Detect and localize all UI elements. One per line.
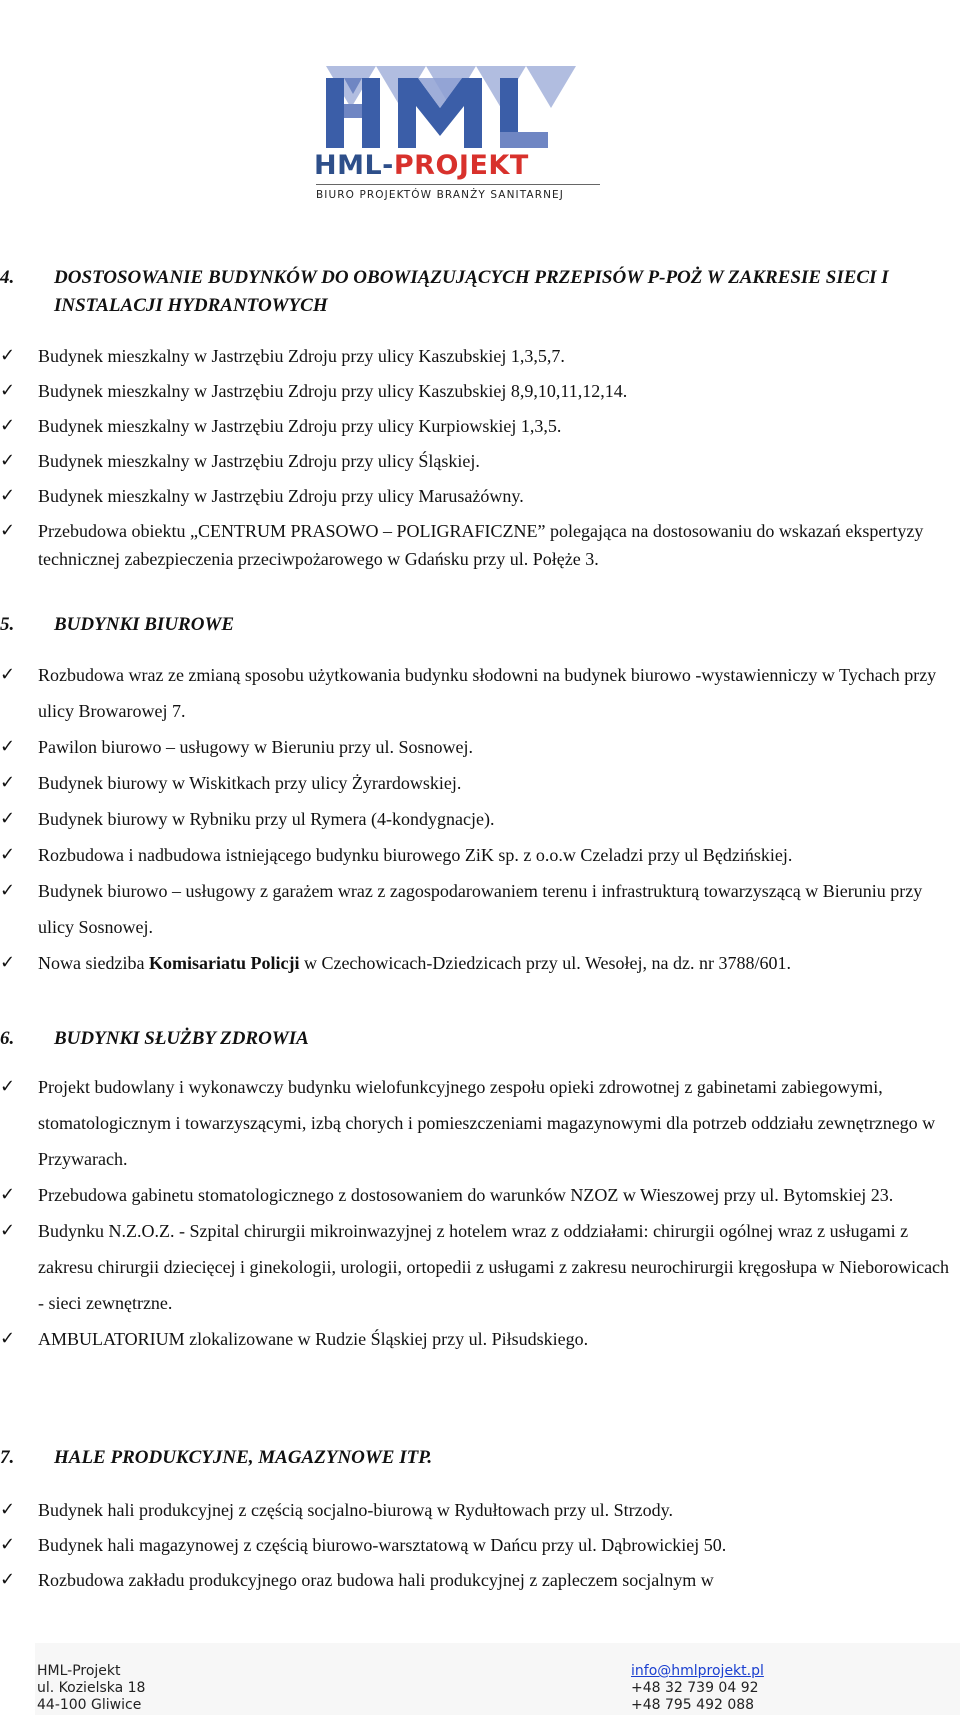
section-office-buildings [0, 611, 960, 981]
list-item [0, 482, 956, 510]
list-item-text: Budynek mieszkalny w Jastrzębiu Zdroju przy ulicy Kaszubskiej 8,9,10,11,12,14. [38, 381, 628, 401]
list-item-text: Budynek mieszkalny w Jastrzębiu Zdroju przy ulicy Marusażówny. [38, 486, 524, 506]
logo-wordmark [314, 150, 604, 181]
section-fire-protection [0, 264, 960, 580]
project-list [0, 1496, 960, 1594]
section-heading [0, 1444, 960, 1472]
list-item-text-before: Nowa siedziba [38, 953, 149, 973]
list-item-text-after: w Czechowicach-Dziedzicach przy ul. Wesołej, na dz. nr 3788/601. [299, 953, 791, 973]
list-item [0, 873, 956, 945]
footer-company-name: HML-Projekt [37, 1663, 121, 1679]
footer-email-link[interactable]: info@hmlprojekt.pl [631, 1663, 764, 1679]
list-item [0, 945, 956, 981]
checkmark-icon: ✓ [0, 380, 16, 401]
list-item [0, 342, 956, 370]
checkmark-icon: ✓ [0, 1184, 16, 1205]
list-item-text: Budynek hali produkcyjnej z częścią socjalno-biurową w Rydułtowach przy ul. Strzody. [38, 1500, 673, 1520]
section-number: 5. [0, 614, 15, 635]
list-item [0, 1531, 956, 1559]
list-item [0, 837, 956, 873]
list-item-text: AMBULATORIUM zlokalizowane w Rudzie Śląskiej przy ul. Piłsudskiego. [38, 1329, 589, 1349]
list-item [0, 517, 956, 573]
section-number: 4. [0, 267, 15, 288]
footer-phone-1: +48 32 739 04 92 [631, 1680, 759, 1696]
company-logo [314, 58, 604, 208]
list-item [0, 1566, 956, 1594]
footer-address [37, 1663, 145, 1714]
footer-contact [631, 1663, 764, 1714]
logo-wordmark-projekt: PROJEKT [393, 150, 529, 181]
list-item-text: Budynek mieszkalny w Jastrzębiu Zdroju przy ulicy Śląskiej. [38, 451, 480, 471]
project-list [0, 657, 960, 981]
section-number: 7. [0, 1447, 15, 1468]
list-item [0, 765, 956, 801]
list-item-text: Projekt budowlany i wykonawczy budynku wielofunkcyjnego zespołu opieki zdrowotnej z gabinetami zabiegowymi, stomatologicznym i towarzyszącymi, izbą chorych i pomieszczeniami magazynowymi dla potrzeb oddziału zewnętrznego w Przywarach. [38, 1077, 936, 1169]
list-item [0, 801, 956, 837]
logo-wordmark-hml: HML- [314, 150, 394, 181]
checkmark-icon: ✓ [0, 345, 16, 366]
list-item [0, 729, 956, 765]
list-item [0, 412, 956, 440]
list-item-text: Rozbudowa i nadbudowa istniejącego budynku biurowego ZiK sp. z o.o.w Czeladzi przy ul Będzińskiej. [38, 845, 793, 865]
list-item-text: Rozbudowa zakładu produkcyjnego oraz budowa hali produkcyjnej z zapleczem socjalnym w [38, 1570, 714, 1590]
footer-city: 44-100 Gliwice [37, 1697, 142, 1713]
footer-street: ul. Kozielska 18 [37, 1680, 146, 1696]
checkmark-icon: ✓ [0, 485, 16, 506]
checkmark-icon: ✓ [0, 415, 16, 436]
logo-divider [316, 184, 600, 185]
page-footer [35, 1643, 960, 1715]
project-list [0, 1069, 960, 1357]
list-item [0, 377, 956, 405]
section-heading [0, 264, 960, 320]
list-item [0, 1177, 956, 1213]
project-list [0, 342, 960, 573]
section-title: DOSTOSOWANIE BUDYNKÓW DO OBOWIĄZUJĄCYCH PRZEPISÓW P-POŻ W ZAKRESIE SIECI I INSTALACJI HYDRANTOWYCH [54, 267, 889, 316]
checkmark-icon: ✓ [0, 664, 16, 685]
section-title: BUDYNKI SŁUŻBY ZDROWIA [54, 1028, 309, 1049]
section-title: BUDYNKI BIUROWE [54, 614, 235, 635]
checkmark-icon: ✓ [0, 952, 16, 973]
logo-emblem-graphic [314, 58, 604, 150]
list-item-text: Budynek biurowy w Rybniku przy ul Rymera (4-kondygnacje). [38, 809, 495, 829]
list-item [0, 1321, 956, 1357]
list-item-text-bold: Komisariatu Policji [148, 953, 300, 973]
section-title: HALE PRODUKCYJNE, MAGAZYNOWE ITP. [54, 1447, 433, 1468]
list-item-text: Pawilon biurowo – usługowy w Bieruniu przy ul. Sosnowej. [38, 737, 473, 757]
list-item-text: Budynek biurowo – usługowy z garażem wraz z zagospodarowaniem terenu i infrastrukturą towarzyszącą w Bieruniu przy ulicy Sosnowej. [38, 881, 923, 937]
section-health-buildings [0, 1025, 960, 1357]
checkmark-icon: ✓ [0, 736, 16, 757]
list-item-text: Budynek mieszkalny w Jastrzębiu Zdroju przy ulicy Kaszubskiej 1,3,5,7. [38, 346, 565, 366]
list-item-text: Budynku N.Z.O.Z. - Szpital chirurgii mikroinwazyjnej z hotelem wraz z oddziałami: chirurgii ogólnej wraz z usługami z zakresu chirurgii dziecięcej i ginekologii, urologii, ortopedii z usługami z zakresu neurochirurgii kręgosłupa w Nieborowicach - sieci zewnętrzne. [38, 1221, 950, 1313]
section-heading [0, 611, 960, 639]
checkmark-icon: ✓ [0, 1076, 16, 1097]
list-item-text: Budynek mieszkalny w Jastrzębiu Zdroju przy ulicy Kurpiowskiej 1,3,5. [38, 416, 562, 436]
list-item [0, 1213, 956, 1321]
list-item [0, 1496, 956, 1524]
list-item-text: Przebudowa obiektu „CENTRUM PRASOWO – POLIGRAFICZNE” polegająca na dostosowaniu do wskazań ekspertyzy technicznej zabezpieczenia przeciwpożarowego w Gdańsku przy ul. Połęże 3. [38, 521, 924, 569]
list-item [0, 657, 956, 729]
section-number: 6. [0, 1028, 15, 1049]
checkmark-icon: ✓ [0, 880, 16, 901]
list-item [0, 447, 956, 475]
logo-tagline: BIURO PROJEKTÓW BRANŻY SANITARNEJ [316, 189, 564, 201]
list-item-text: Rozbudowa wraz ze zmianą sposobu użytkowania budynku słodowni na budynek biurowo -wystawienniczy w Tychach przy ulicy Browarowej 7. [38, 665, 937, 721]
list-item-text: Przebudowa gabinetu stomatologicznego z dostosowaniem do warunków NZOZ w Wieszowej przy ul. Bytomskiej 23. [38, 1185, 894, 1205]
checkmark-icon: ✓ [0, 1499, 16, 1520]
checkmark-icon: ✓ [0, 1569, 16, 1590]
checkmark-icon: ✓ [0, 1220, 16, 1241]
checkmark-icon: ✓ [0, 1328, 16, 1349]
checkmark-icon: ✓ [0, 808, 16, 829]
section-heading [0, 1025, 960, 1053]
list-item-text: Budynek hali magazynowej z częścią biurowo-warsztatową w Dańcu przy ul. Dąbrowickiej 50. [38, 1535, 727, 1555]
checkmark-icon: ✓ [0, 520, 16, 541]
checkmark-icon: ✓ [0, 772, 16, 793]
checkmark-icon: ✓ [0, 1534, 16, 1555]
checkmark-icon: ✓ [0, 450, 16, 471]
list-item [0, 1069, 956, 1177]
section-production-halls [0, 1444, 960, 1601]
footer-phone-2: +48 795 492 088 [631, 1697, 755, 1713]
list-item-text: Budynek biurowy w Wiskitkach przy ulicy Żyrardowskiej. [38, 773, 462, 793]
checkmark-icon: ✓ [0, 844, 16, 865]
